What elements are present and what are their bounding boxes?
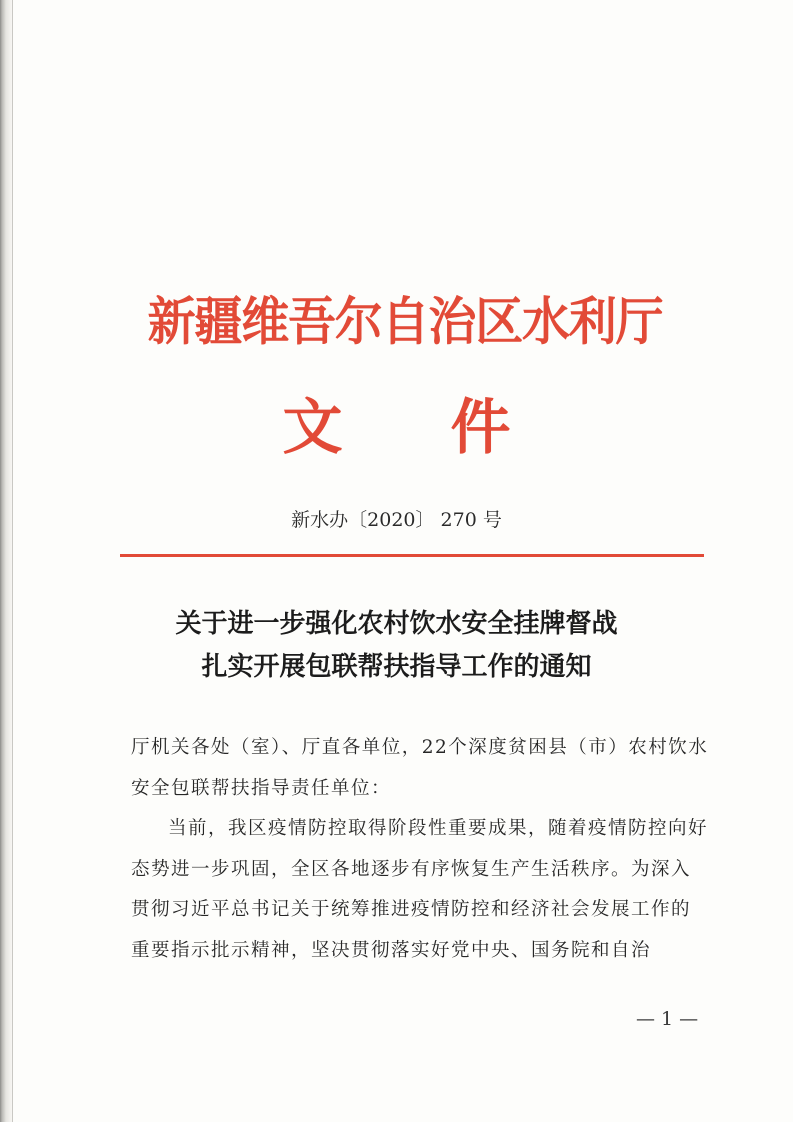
document-title (0, 603, 793, 689)
document-body (131, 728, 709, 971)
page-number: — 1 — (636, 1008, 699, 1030)
red-separator-line (120, 554, 704, 557)
addressee-paragraph: 厅机关各处（室）、厅直各单位，22个深度贫困县（市）农村饮水安全包联帮扶指导责任单位： (131, 737, 709, 799)
title-line-1: 关于进一步强化农村饮水安全挂牌督战 (175, 609, 618, 639)
document-number: 新水办〔2020〕 270 号 (291, 509, 502, 531)
document-type-char-1: 文 (282, 393, 343, 463)
document-type-heading (0, 388, 793, 468)
body-paragraph-1: 当前，我区疫情防控取得阶段性重要成果，随着疫情防控向好态势进一步巩固，全区各地逐步有序恢复生产生活秩序。为深入贯彻习近平总书记关于统筹推进疫情防控和经济社会发展工作的重要指示批示精神，坚决贯彻落实好党中央、国务院和自治 (131, 818, 709, 961)
title-line-2: 扎实开展包联帮扶指导工作的通知 (201, 652, 592, 682)
scan-edge-line (12, 0, 13, 1122)
document-type-char-2: 件 (450, 393, 511, 463)
issuing-organization: 新疆维吾尔自治区水利厅 (147, 291, 663, 353)
